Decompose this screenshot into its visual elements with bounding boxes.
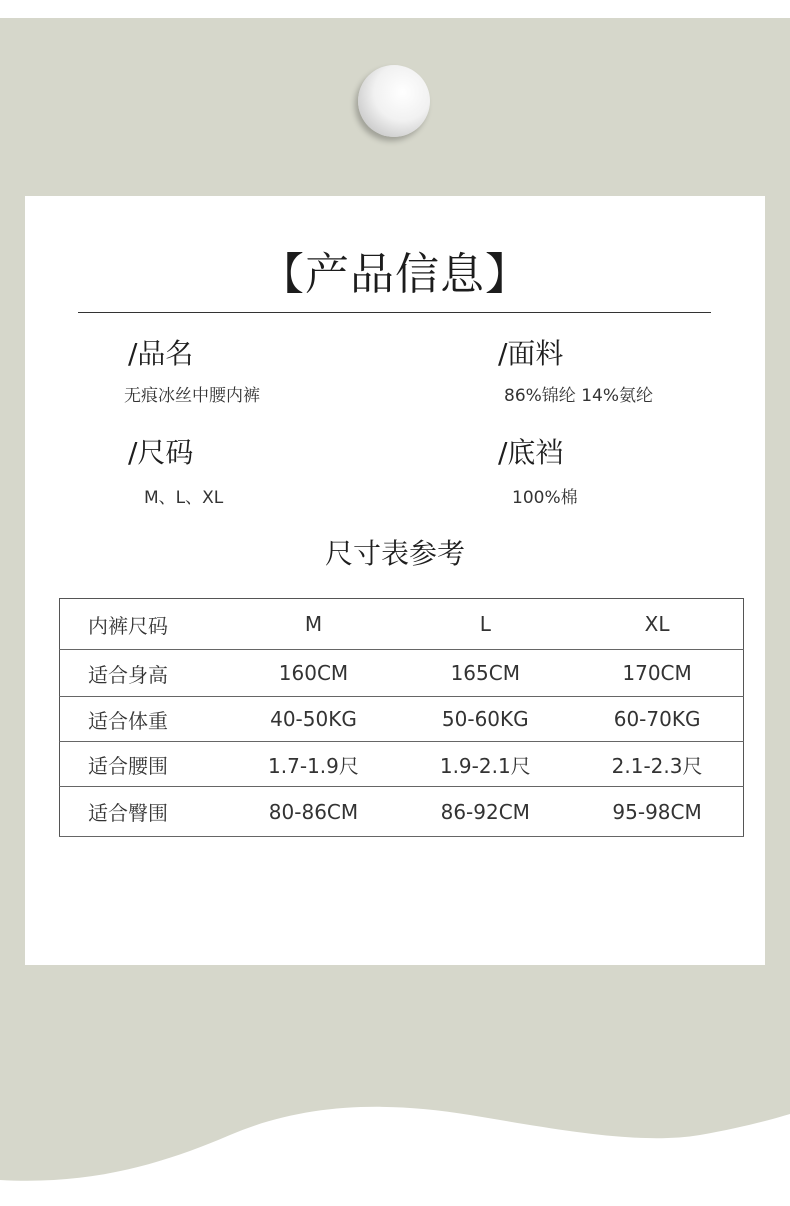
- table-row-label: 适合腰围: [60, 742, 228, 787]
- table-row: [60, 697, 744, 742]
- table-header-cell: 内裤尺码: [60, 599, 228, 650]
- table-header-row: [60, 599, 744, 650]
- table-cell: 50-60KG: [399, 697, 571, 742]
- fabric-label: /面料: [498, 337, 564, 370]
- table-row: [60, 787, 744, 837]
- table-cell: 2.1-2.3尺: [571, 742, 743, 787]
- table-cell: 160CM: [228, 650, 400, 697]
- name-label: /品名: [128, 337, 194, 370]
- hang-tag-hole: [358, 65, 430, 137]
- table-cell: 165CM: [399, 650, 571, 697]
- crotch-label: /底裆: [498, 436, 564, 469]
- table-cell: 86-92CM: [399, 787, 571, 837]
- table-cell: 170CM: [571, 650, 743, 697]
- table-cell: 1.7-1.9尺: [228, 742, 400, 787]
- table-header-cell: L: [399, 599, 571, 650]
- table-row-label: 适合身高: [60, 650, 228, 697]
- table-header-cell: M: [228, 599, 400, 650]
- table-header-cell: XL: [571, 599, 743, 650]
- fabric-value: 86%锦纶 14%氨纶: [504, 386, 653, 406]
- table-row-label: 适合体重: [60, 697, 228, 742]
- page-title: 【产品信息】: [260, 249, 530, 300]
- table-cell: 95-98CM: [571, 787, 743, 837]
- size-chart-title: 尺寸表参考: [324, 537, 465, 570]
- table-row: [60, 650, 744, 697]
- table-row: [60, 742, 744, 787]
- crotch-value: 100%棉: [512, 488, 578, 508]
- table-row-label: 适合臀围: [60, 787, 228, 837]
- name-value: 无痕冰丝中腰内裤: [124, 386, 260, 406]
- size-value: M、L、XL: [144, 488, 224, 508]
- title-divider: [78, 312, 711, 313]
- table-cell: 40-50KG: [228, 697, 400, 742]
- table-cell: 60-70KG: [571, 697, 743, 742]
- size-chart-table: [59, 598, 744, 837]
- size-label: /尺码: [128, 436, 194, 469]
- bottom-wave-decoration: [0, 1090, 790, 1206]
- table-cell: 1.9-2.1尺: [399, 742, 571, 787]
- table-cell: 80-86CM: [228, 787, 400, 837]
